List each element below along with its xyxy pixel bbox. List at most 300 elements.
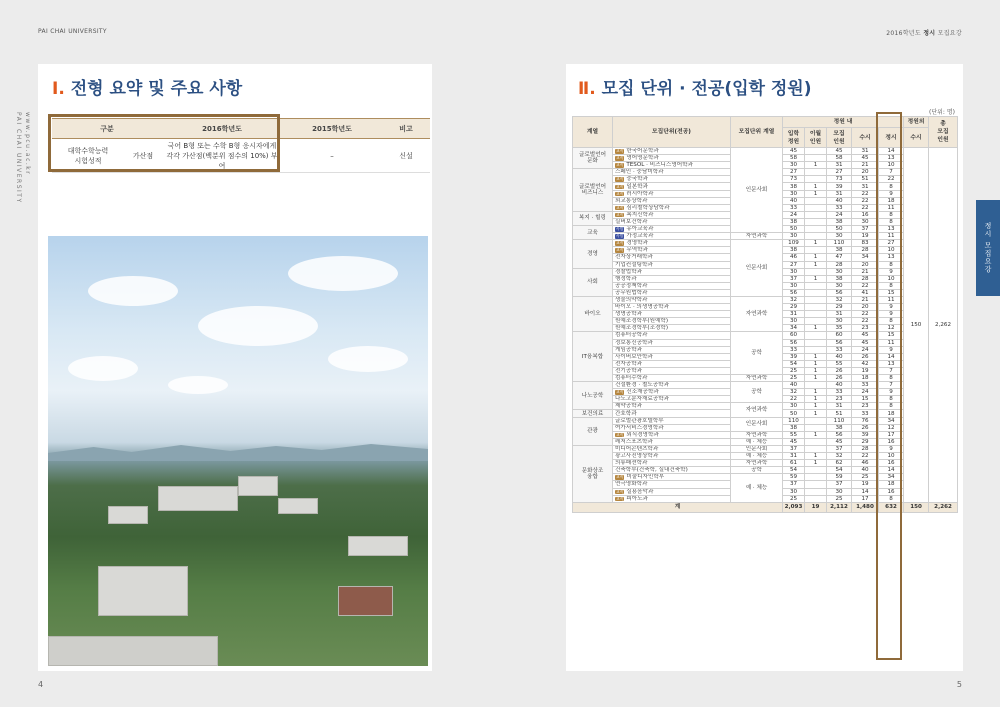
row-value-b [805, 204, 827, 211]
summary-note: 신설 [382, 139, 430, 173]
row-unit-label: 경영학과 [626, 240, 648, 247]
row-value-a: 110 [783, 417, 805, 424]
row-unit-name [613, 417, 731, 424]
row-major-field: 인문사회 [731, 148, 783, 233]
row-value-d: 25 [852, 474, 879, 481]
row-unit-name [613, 318, 731, 325]
row-unit-name [613, 169, 731, 176]
row-value-a: 55 [783, 431, 805, 438]
row-unit-name [613, 410, 731, 417]
row-value-e: 7 [879, 382, 904, 389]
row-value-d: 22 [852, 311, 879, 318]
row-value-c: 31 [827, 311, 852, 318]
page-number-left: 4 [38, 680, 44, 689]
row-value-d: 40 [852, 467, 879, 474]
row-value-c: 45 [827, 148, 852, 155]
row-unit-name [613, 155, 731, 162]
row-value-a: 30 [783, 318, 805, 325]
row-value-e: 12 [879, 325, 904, 332]
row-value-b: 1 [805, 410, 827, 417]
row-unit-label: 정보통신공학과 [615, 339, 653, 346]
row-unit-label: 심리철학상담학과 [626, 204, 670, 211]
row-unit-name [613, 438, 731, 445]
row-value-a: 58 [783, 155, 805, 162]
side-website-text [14, 112, 32, 204]
row-value-c: 31 [827, 162, 852, 169]
row-value-c: 30 [827, 268, 852, 275]
row-value-e: 14 [879, 467, 904, 474]
row-unit-label: 광고사진영상학과 [615, 453, 659, 460]
row-value-e: 22 [879, 176, 904, 183]
header-guide-title [886, 28, 962, 37]
row-badge: 교직 [616, 495, 624, 501]
row-value-b: 1 [805, 453, 827, 460]
row-unit-label: 중국학과 [626, 176, 648, 183]
row-value-c: 50 [827, 226, 852, 233]
row-major-field: 예 · 체능 [731, 474, 783, 502]
row-value-e: 8 [879, 261, 904, 268]
row-value-e: 14 [879, 148, 904, 155]
row-value-e: 12 [879, 424, 904, 431]
row-value-a: 32 [783, 389, 805, 396]
row-value-a: 37 [783, 481, 805, 488]
row-value-e: 10 [879, 162, 904, 169]
row-value-a: 50 [783, 410, 805, 417]
row-unit-label: 복지신학과 [626, 211, 654, 218]
row-value-b [805, 481, 827, 488]
row-value-c: 37 [827, 445, 852, 452]
row-value-d: 42 [852, 360, 879, 367]
row-value-d: 28 [852, 247, 879, 254]
row-unit-name [613, 311, 731, 318]
total-value-g: 2,262 [929, 502, 958, 512]
row-value-c: 27 [827, 169, 852, 176]
right-page [566, 64, 963, 671]
row-value-d: 19 [852, 481, 879, 488]
row-value-b [805, 148, 827, 155]
row-badge: 교직 [616, 162, 624, 168]
row-value-d: 19 [852, 367, 879, 374]
row-badge: 교직 [616, 240, 624, 246]
row-value-a: 56 [783, 339, 805, 346]
row-unit-label: 기업컨설팅학과 [615, 261, 653, 268]
row-value-c: 40 [827, 382, 852, 389]
row-value-d: 20 [852, 304, 879, 311]
row-unit-name [613, 190, 731, 197]
row-value-c: 73 [827, 176, 852, 183]
row-value-d: 46 [852, 460, 879, 467]
row-value-b [805, 247, 827, 254]
row-value-d: 31 [852, 183, 879, 190]
row-unit-name [613, 481, 731, 488]
row-value-d: 22 [852, 204, 879, 211]
row-value-b [805, 488, 827, 495]
row-unit-name [613, 339, 731, 346]
row-unit-name [613, 346, 731, 353]
row-value-b [805, 226, 827, 233]
row-unit-label: 전자상거래학과 [615, 254, 653, 261]
row-unit-label: 원예조경학부(조경학) [615, 325, 668, 332]
row-badge: 사범 [616, 233, 624, 239]
row-unit-label: 건설환경 · 철도공학과 [615, 382, 669, 389]
row-value-e: 13 [879, 254, 904, 261]
row-value-b: 1 [805, 431, 827, 438]
row-major-field: 공학 [731, 382, 783, 403]
row-value-c: 45 [827, 438, 852, 445]
side-text-line: www.pcu.ac.kr [24, 112, 31, 176]
row-unit-name [613, 218, 731, 225]
row-major-field: 인문사회 [731, 417, 783, 431]
row-value-b [805, 304, 827, 311]
row-value-b: 1 [805, 261, 827, 268]
row-value-d: 23 [852, 403, 879, 410]
row-unit-name [613, 445, 731, 452]
row-field: 글로벌언어 비즈니스 [573, 169, 613, 212]
row-value-d: 17 [852, 495, 879, 502]
row-value-a: 39 [783, 353, 805, 360]
summary-bonus: 가산점 [124, 139, 162, 173]
row-value-e: 15 [879, 332, 904, 339]
row-value-e: 7 [879, 169, 904, 176]
row-badge: 교직 [616, 247, 624, 253]
row-unit-name [613, 325, 731, 332]
row-unit-name [613, 162, 731, 169]
row-value-c: 33 [827, 389, 852, 396]
row-value-e: 10 [879, 247, 904, 254]
row-field: 나노공학 [573, 382, 613, 410]
row-unit-label: 한국어문학과 [626, 148, 659, 155]
row-value-b: 1 [805, 375, 827, 382]
row-value-b [805, 296, 827, 303]
row-field: IT융복합 [573, 332, 613, 382]
row-value-d: 26 [852, 424, 879, 431]
row-value-a: 30 [783, 190, 805, 197]
row-value-a: 30 [783, 282, 805, 289]
row-badge: 교직 [616, 488, 624, 494]
section-side-tab[interactable]: 정시 모집요강 [976, 200, 1000, 296]
row-value-c: 31 [827, 190, 852, 197]
row-value-e: 14 [879, 353, 904, 360]
row-value-d: 21 [852, 296, 879, 303]
row-value-b: 1 [805, 460, 827, 467]
row-unit-label: 행정학과 [615, 275, 637, 282]
row-value-b [805, 211, 827, 218]
row-value-c: 30 [827, 318, 852, 325]
row-unit-label: 생물의약학과 [615, 297, 648, 304]
row-value-c: 38 [827, 424, 852, 431]
row-value-b: 1 [805, 360, 827, 367]
row-value-b [805, 445, 827, 452]
row-value-b [805, 424, 827, 431]
row-badge: 교직 [616, 474, 624, 480]
header-total: 총 모집 인원 [929, 117, 958, 148]
header-major-field: 모집단위 계열 [731, 117, 783, 148]
row-value-e: 8 [879, 211, 904, 218]
row-value-e: 9 [879, 304, 904, 311]
row-unit-name [613, 148, 731, 155]
summary-exam: 대학수학능력 시험성적 [52, 139, 124, 173]
row-value-c: 60 [827, 332, 852, 339]
row-value-c: 56 [827, 431, 852, 438]
row-value-c: 38 [827, 247, 852, 254]
row-field: 글로벌언어 문화 [573, 148, 613, 169]
row-value-d: 41 [852, 289, 879, 296]
total-value-d: 1,480 [852, 502, 879, 512]
row-unit-label: 연극영화학과 [615, 481, 648, 488]
right-page-heading [578, 74, 811, 99]
row-value-c: 51 [827, 410, 852, 417]
row-unit-name [613, 282, 731, 289]
row-unit-label: 경찰법학과 [615, 268, 643, 275]
row-value-d: 83 [852, 240, 879, 247]
row-unit-label: 컴퓨터공학과 [615, 332, 648, 339]
row-value-d: 31 [852, 148, 879, 155]
row-unit-name [613, 240, 731, 247]
row-value-e: 9 [879, 190, 904, 197]
row-unit-label: 공무원법학과 [615, 289, 648, 296]
row-unit-name [613, 375, 731, 382]
row-value-e: 9 [879, 445, 904, 452]
row-value-d: 21 [852, 268, 879, 275]
row-unit-label: 무역학과 [626, 247, 648, 254]
row-unit-name [613, 360, 731, 367]
row-badge: 교직 [616, 431, 624, 437]
row-value-a: 27 [783, 169, 805, 176]
row-value-c: 40 [827, 353, 852, 360]
total-value-c: 2,112 [827, 502, 852, 512]
row-value-d: 22 [852, 318, 879, 325]
row-value-e: 34 [879, 474, 904, 481]
row-value-a: 25 [783, 495, 805, 502]
header-within-quota: 정원 내 [783, 117, 904, 128]
row-unit-name [613, 261, 731, 268]
jeongsi-highlight-box [876, 112, 902, 660]
row-unit-name [613, 353, 731, 360]
row-unit-label: 건축학부(건축학, 실내건축학) [615, 467, 688, 474]
total-value-f: 150 [904, 502, 929, 512]
row-value-a: 50 [783, 226, 805, 233]
row-unit-label: 신소재공학과 [626, 389, 659, 396]
row-field: 관광 [573, 417, 613, 445]
left-page [38, 64, 432, 671]
heading-numeral: Ⅰ. [52, 79, 65, 99]
row-value-a: 31 [783, 311, 805, 318]
row-unit-label: 실용음악과 [626, 488, 654, 495]
row-unit-label: 외식경영학과 [626, 431, 659, 438]
row-major-field: 예 · 체능 [731, 438, 783, 445]
row-badge: 교직 [616, 389, 624, 395]
row-unit-name [613, 183, 731, 190]
row-value-c: 47 [827, 254, 852, 261]
row-field: 복지 · 힐링 [573, 211, 613, 225]
row-value-d: 20 [852, 261, 879, 268]
header-university-name: PAI CHAI UNIVERSITY [38, 28, 107, 35]
row-unit-label: 컴퓨터수학과 [615, 375, 648, 382]
row-value-b [805, 311, 827, 318]
row-value-b [805, 197, 827, 204]
row-value-d: 19 [852, 233, 879, 240]
row-value-a: 22 [783, 396, 805, 403]
summary-header-2015: 2015학년도 [282, 119, 382, 139]
row-value-e: 16 [879, 488, 904, 495]
row-value-c: 40 [827, 197, 852, 204]
row-value-b [805, 474, 827, 481]
row-unit-label: 일본학과 [626, 183, 648, 190]
row-value-a: 40 [783, 197, 805, 204]
total-value-e: 632 [879, 502, 904, 512]
row-value-d: 22 [852, 197, 879, 204]
row-value-e: 10 [879, 453, 904, 460]
row-value-a: 54 [783, 360, 805, 367]
row-value-c: 58 [827, 155, 852, 162]
row-value-d: 28 [852, 445, 879, 452]
row-field: 문화상조 융합 [573, 445, 613, 502]
row-value-d: 33 [852, 382, 879, 389]
header-field: 계열 [573, 117, 613, 148]
row-value-c: 33 [827, 346, 852, 353]
heading-text: 전형 요약 및 주요 사항 [64, 79, 243, 99]
row-unit-name [613, 424, 731, 431]
row-unit-label: 공공정책학과 [615, 282, 648, 289]
row-field: 보건의료 [573, 410, 613, 417]
heading-text: 모집 단위 · 전공(입학 정원) [595, 79, 812, 99]
row-value-d: 24 [852, 346, 879, 353]
outside-susi-value: 150 [904, 148, 929, 503]
row-value-a: 61 [783, 460, 805, 467]
row-value-e: 8 [879, 403, 904, 410]
total-value-a: 2,093 [783, 502, 805, 512]
row-value-c: 32 [827, 296, 852, 303]
row-value-b: 1 [805, 396, 827, 403]
row-value-d: 14 [852, 488, 879, 495]
row-unit-label: 스페인 · 중남미학과 [615, 169, 664, 176]
row-unit-name [613, 247, 731, 254]
row-value-d: 16 [852, 211, 879, 218]
row-value-e: 8 [879, 396, 904, 403]
row-value-b: 1 [805, 162, 827, 169]
row-value-e: 8 [879, 495, 904, 502]
row-value-c: 55 [827, 360, 852, 367]
row-unit-label: TESOL · 비즈니스영어학과 [626, 162, 693, 169]
row-unit-label: 러시아학과 [626, 190, 654, 197]
row-unit-label: 미술디자인학부 [626, 474, 665, 481]
row-value-d: 33 [852, 410, 879, 417]
row-value-d: 26 [852, 353, 879, 360]
row-major-field: 공학 [731, 332, 783, 375]
row-value-b [805, 417, 827, 424]
row-major-field: 자연과학 [731, 403, 783, 417]
row-value-b [805, 332, 827, 339]
header-guide: 모집요강 [935, 30, 962, 37]
row-value-b [805, 289, 827, 296]
row-value-e: 8 [879, 183, 904, 190]
row-value-e: 9 [879, 268, 904, 275]
row-value-a: 46 [783, 254, 805, 261]
row-value-b: 1 [805, 254, 827, 261]
row-value-c: 59 [827, 474, 852, 481]
campus-aerial-photo [48, 236, 428, 666]
row-value-a: 54 [783, 467, 805, 474]
row-value-d: 45 [852, 155, 879, 162]
side-text-line: PAI CHAI UNIVERSITY [15, 112, 22, 204]
row-value-c: 25 [827, 495, 852, 502]
row-value-d: 45 [852, 332, 879, 339]
row-value-a: 56 [783, 289, 805, 296]
row-badge: 사범 [616, 226, 624, 232]
row-unit-label: 피아노과 [626, 495, 648, 502]
row-value-b: 1 [805, 403, 827, 410]
row-unit-name [613, 389, 731, 396]
row-value-c: 56 [827, 339, 852, 346]
row-value-a: 109 [783, 240, 805, 247]
page-number-right: 5 [956, 680, 962, 689]
row-value-e: 9 [879, 389, 904, 396]
row-badge: 교직 [616, 183, 624, 189]
row-value-e: 11 [879, 339, 904, 346]
row-badge: 교직 [616, 148, 624, 154]
header-transfer: 이월 인원 [805, 128, 827, 148]
row-value-d: 51 [852, 176, 879, 183]
row-unit-label: 유아교육과 [626, 226, 654, 233]
row-value-e: 18 [879, 481, 904, 488]
row-value-b: 1 [805, 389, 827, 396]
header-outside-susi: 수시 [904, 128, 929, 148]
row-unit-name [613, 453, 731, 460]
row-value-d: 28 [852, 275, 879, 282]
header-susi: 수시 [852, 128, 879, 148]
row-unit-name [613, 467, 731, 474]
row-value-a: 30 [783, 488, 805, 495]
row-value-d: 30 [852, 218, 879, 225]
row-value-e: 16 [879, 438, 904, 445]
summary-2016-detail: 국어 B형 또는 수학 B형 응시자에게 각각 가산점(백분위 점수의 10%) 부여 [162, 139, 282, 173]
row-value-e: 18 [879, 410, 904, 417]
heading-numeral: Ⅱ. [578, 79, 596, 99]
row-value-c: 33 [827, 204, 852, 211]
row-value-b [805, 282, 827, 289]
grand-total-value: 2,262 [929, 148, 958, 503]
row-unit-name [613, 296, 731, 303]
row-unit-label: 글로벌관광호텔학부 [615, 417, 664, 424]
row-unit-label: 실버보건학과 [615, 218, 648, 225]
row-unit-name [613, 197, 731, 204]
row-unit-label: 나노고분자재료공학과 [615, 396, 670, 403]
row-value-b [805, 382, 827, 389]
row-unit-label: 외교통상학과 [615, 197, 648, 204]
row-value-a: 45 [783, 438, 805, 445]
row-value-b [805, 176, 827, 183]
row-value-c: 30 [827, 282, 852, 289]
row-unit-name [613, 268, 731, 275]
total-value-b: 19 [805, 502, 827, 512]
row-value-b [805, 467, 827, 474]
row-unit-label: 생명공학과 [615, 311, 643, 318]
left-page-heading [52, 74, 242, 99]
row-unit-name [613, 211, 731, 218]
row-unit-name [613, 367, 731, 374]
row-field: 사회 [573, 268, 613, 296]
row-value-b: 1 [805, 240, 827, 247]
summary-header-category: 구분 [52, 119, 162, 139]
row-unit-label: 바이오 · 의생명공학과 [615, 304, 669, 311]
row-major-field: 자연과학 [731, 431, 783, 438]
row-unit-name [613, 289, 731, 296]
row-unit-label: 전기공학과 [615, 367, 643, 374]
row-value-c: 56 [827, 289, 852, 296]
row-unit-label: 전자공학과 [615, 360, 643, 367]
row-value-a: 34 [783, 325, 805, 332]
row-value-a: 31 [783, 453, 805, 460]
